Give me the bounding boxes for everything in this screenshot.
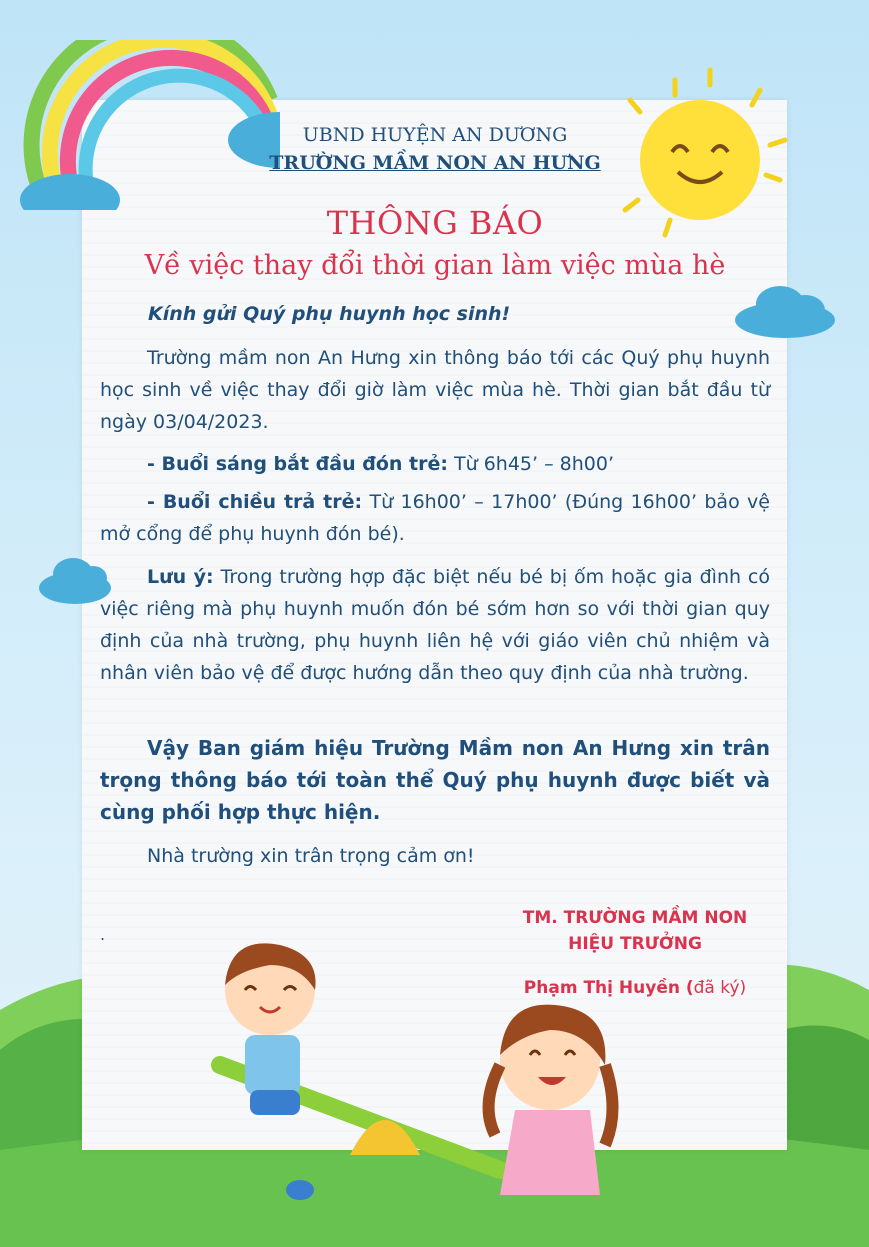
afternoon-value: Từ 16h00’ – 17h00’ (Đúng 16h00’ bảo vệ mở cổng để phụ huynh đón bé). (100, 491, 770, 545)
cloud-right-illustration (730, 282, 840, 342)
signed-note: đã ký) (693, 978, 747, 998)
signer-name: Phạm Thị Huyền ( (523, 978, 694, 998)
thanks-line: Nhà trường xin trân trọng cảm ơn! (147, 845, 475, 867)
greeting: Kính gửi Quý phụ huynh học sinh! (148, 303, 511, 325)
note-label: Lưu ý: (147, 566, 214, 588)
signature-position: HIỆU TRƯỞNG (568, 934, 702, 954)
stray-dot: . (100, 925, 106, 944)
signature-name (490, 978, 780, 998)
intro-paragraph: Trường mầm non An Hưng xin thông báo tới các Quý phụ huynh học sinh về việc thay đổi giờ làm việc mùa hè. Thời gian bắt đầu từ ngày 03/04/2023. (100, 347, 770, 433)
morning-label: - Buổi sáng bắt đầu đón trẻ: (147, 453, 448, 475)
note-paragraph (100, 561, 770, 689)
morning-schedule (100, 448, 770, 480)
notice-subtitle: Về việc thay đổi thời gian làm việc mùa hè (144, 250, 726, 281)
district-name: UBND HUYỆN AN DƯƠNG (302, 124, 568, 146)
afternoon-schedule (100, 486, 770, 550)
note-value: Trong trường hợp đặc biệt nếu bé bị ốm hoặc gia đình có việc riêng mà phụ huynh muốn đón bé sớm hơn so với thời gian quy định của nhà trường, phụ huynh liên hệ với giáo viên chủ nhiệm và nhân viên bảo vệ để được hướng dẫn theo quy định của nhà trường. (100, 566, 771, 684)
morning-value: Từ 6h45’ – 8h00’ (447, 453, 614, 475)
notice-title: THÔNG BÁO (326, 204, 544, 242)
afternoon-label: - Buổi chiều trả trẻ: (147, 491, 363, 513)
closing-paragraph: Vậy Ban giám hiệu Trường Mầm non An Hưng xin trân trọng thông báo tới toàn thể Quý phụ huynh được biết và cùng phối hợp thực hiện. (100, 736, 770, 824)
school-name (200, 152, 670, 174)
school-name-text: TRƯỜNG MẦM NON AN HƯNG (269, 152, 601, 174)
signature-block (490, 905, 780, 957)
signature-on-behalf: TM. TRƯỜNG MẦM NON (522, 908, 748, 928)
